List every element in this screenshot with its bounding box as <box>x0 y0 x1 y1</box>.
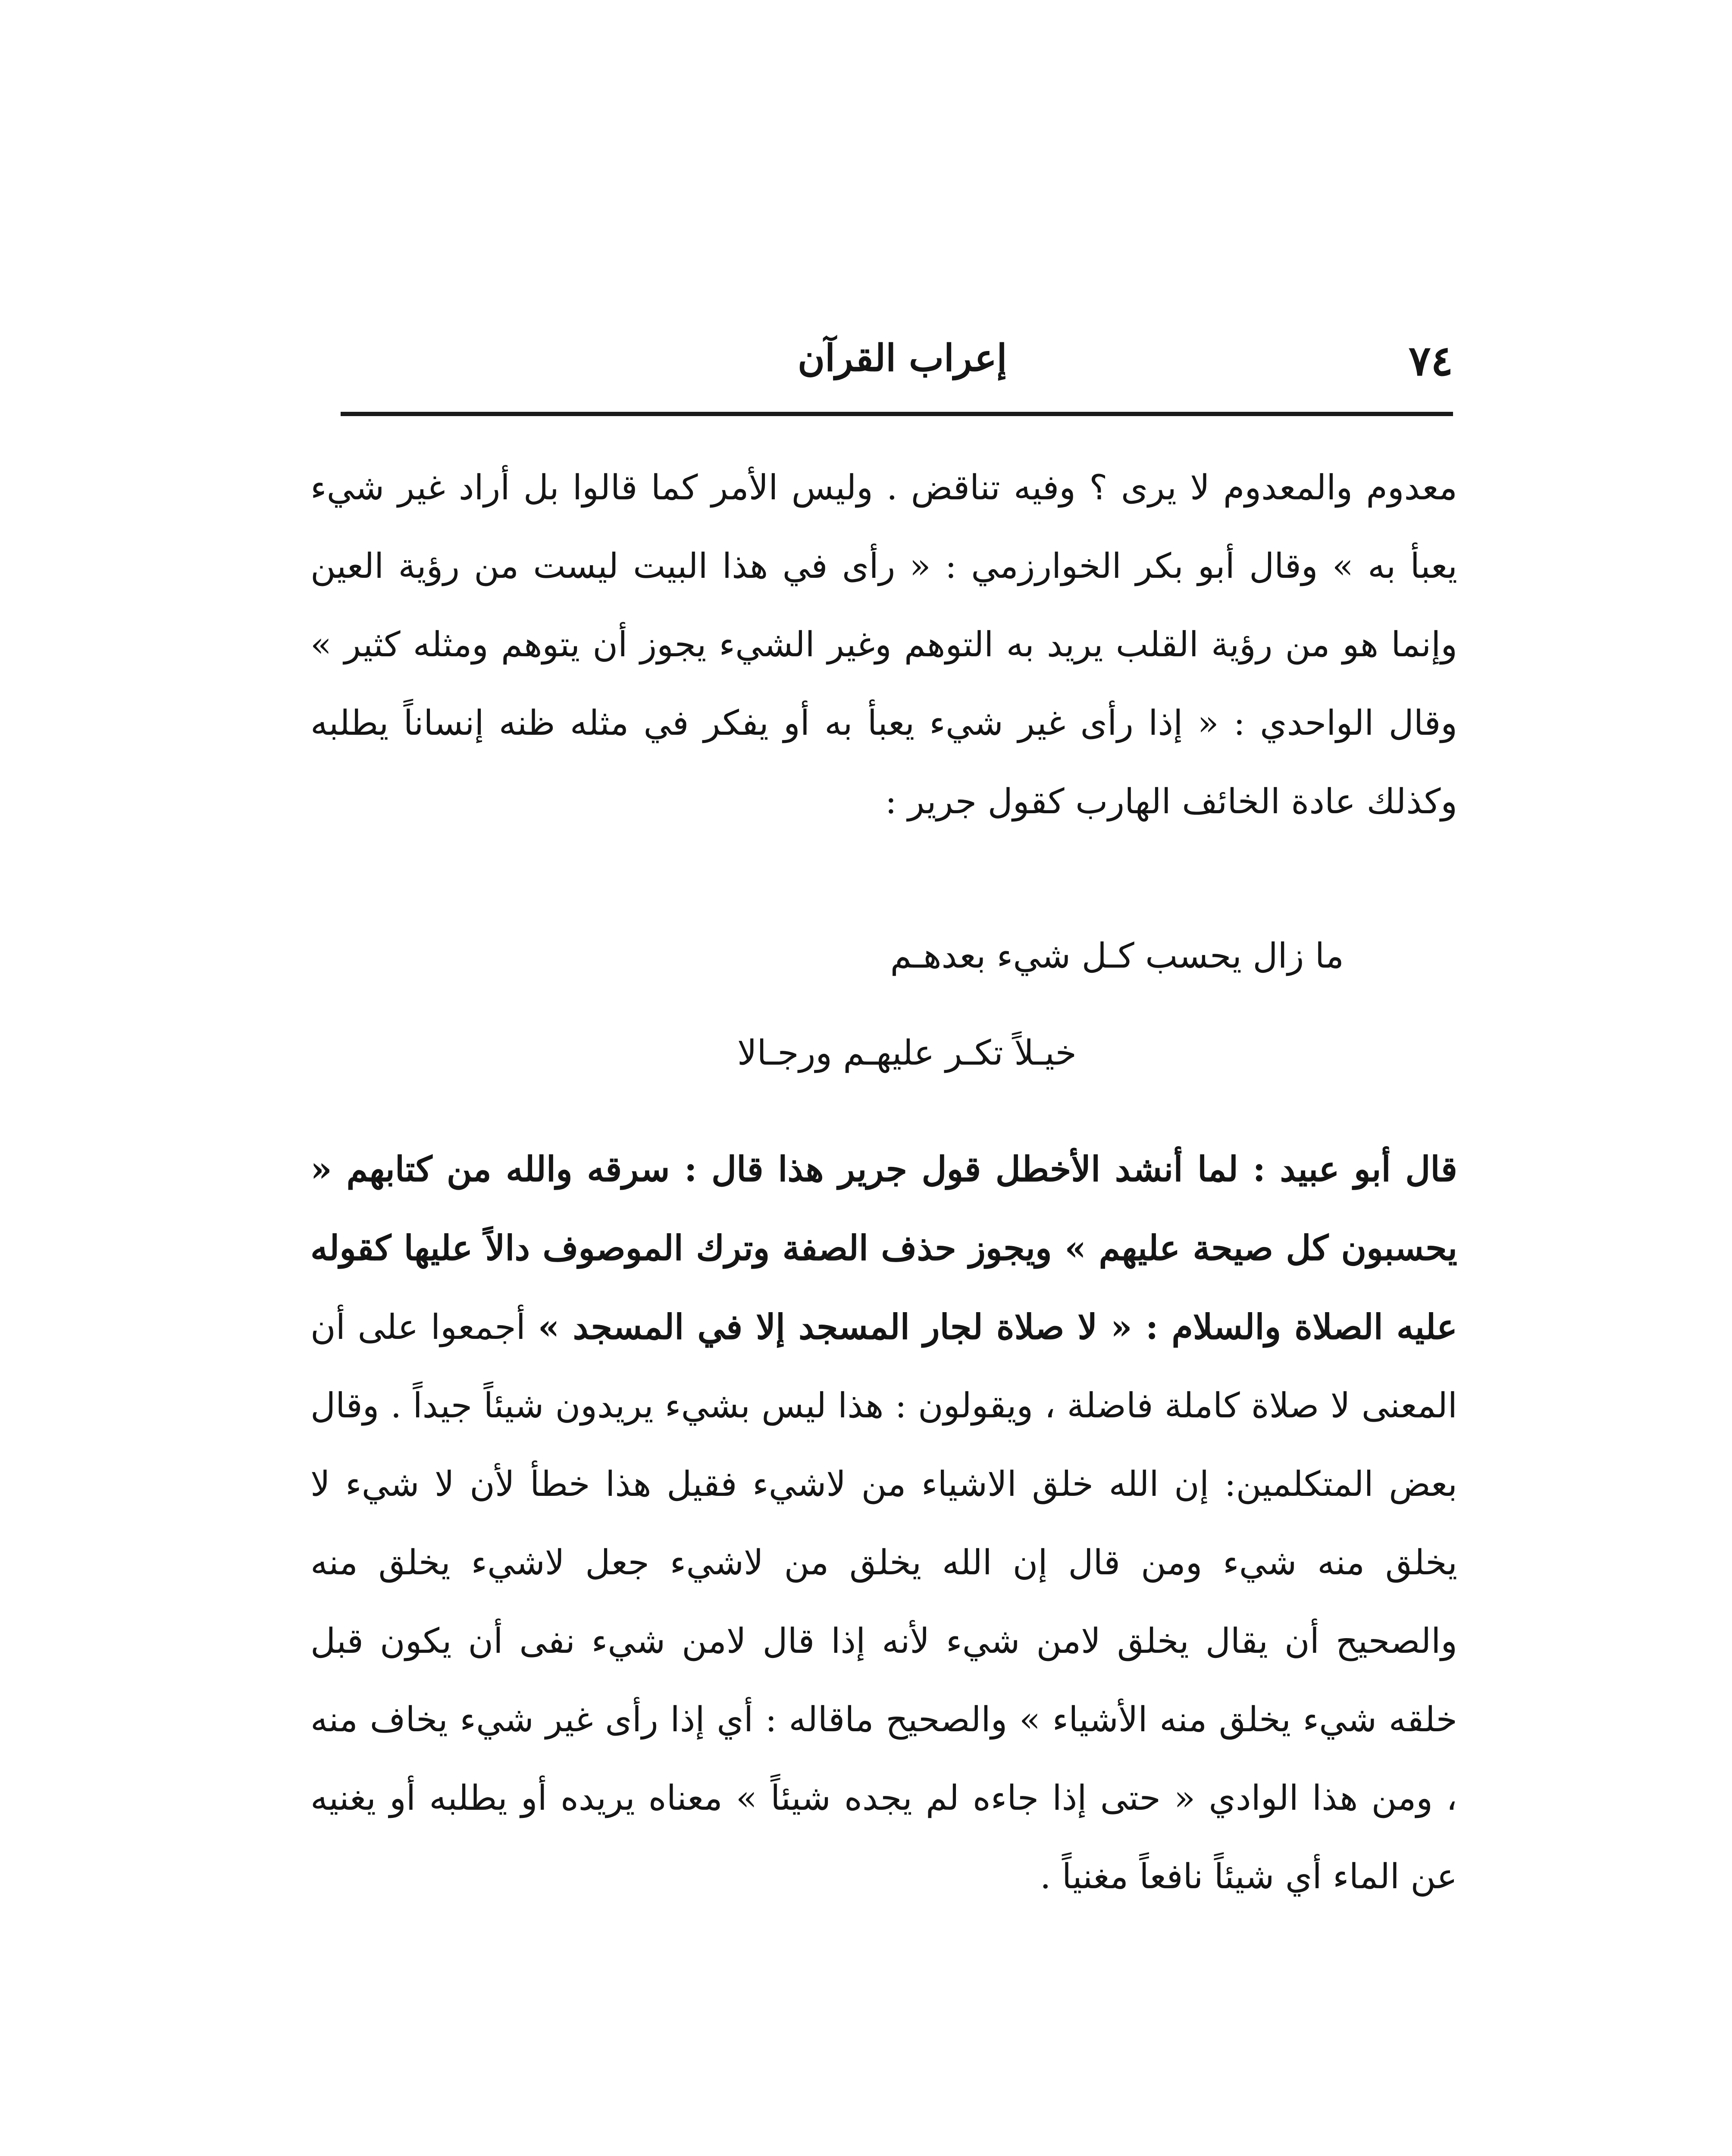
paragraph-2-bold: قال أبو عبيد : لما أنشد الأخطل قول جرير هذا قال : سرقه والله من كتابهم « يحسبون كل صيحة عليهم » ويجوز حذف الصفة وترك الموصوف دالاً عليها كقوله عليه الصلاة والسلام : « لا صلاة لجار المسجد إلا في المسجد » <box>310 1149 1458 1347</box>
paragraph-2 <box>310 1130 1457 1916</box>
poem-hemistich-2: خيـلاً تكـر عليهـم ورجـالا <box>737 1033 1077 1073</box>
page-number: ٧٤ <box>1408 336 1453 385</box>
page-header <box>341 319 1453 397</box>
paragraph-1: معدوم والمعدوم لا يرى ؟ وفيه تناقض . وليس الأمر كما قالوا بل أراد غير شيء يعبأ به » وقال أبو بكر الخوارزمي : « رأى في هذا البيت ليست من رؤية العين وإنما هو من رؤية القلب يريد به التوهم وغير الشيء يجوز أن يتوهم ومثله كثير » وقال الواحدي : « إذا رأى غير شيء يعبأ به أو يفكر في مثله ظنه إنساناً يطلبه وكذلك عادة الخائف الهارب كقول جرير : <box>310 467 1457 821</box>
running-title: إعراب القرآن <box>798 336 1007 380</box>
header-divider <box>341 412 1453 416</box>
poem-hemistich-1: ما زال يحسب كـل شيء بعدهـم <box>890 936 1344 976</box>
paragraph-2-regular: أجمعوا على أن المعنى لا صلاة كاملة فاضلة ، ويقولون : هذا ليس بشيء يريدون شيئاً جيداً . وقال بعض المتكلمين: إن الله خلق الاشياء من لاشيء فقيل هذا خطأ لأن لا شيء لا يخلق منه شيء ومن قال إن الله يخلق من لاشيء جعل لاشيء يخلق منه والصحيح أن يقال يخلق لامن شيء لأنه إذا قال لامن شيء نفى أن يكون قبل خلقه شيء يخلق منه الأشياء » والصحيح ماقاله : أي إذا رأى غير شيء يخاف منه ، ومن هذا الوادي « حتى إذا جاءه لم يجده شيئاً » معناه يريده أو يطلبه أو يغنيه عن الماء أي شيئاً نافعاً مغنياً . <box>310 1307 1458 1896</box>
